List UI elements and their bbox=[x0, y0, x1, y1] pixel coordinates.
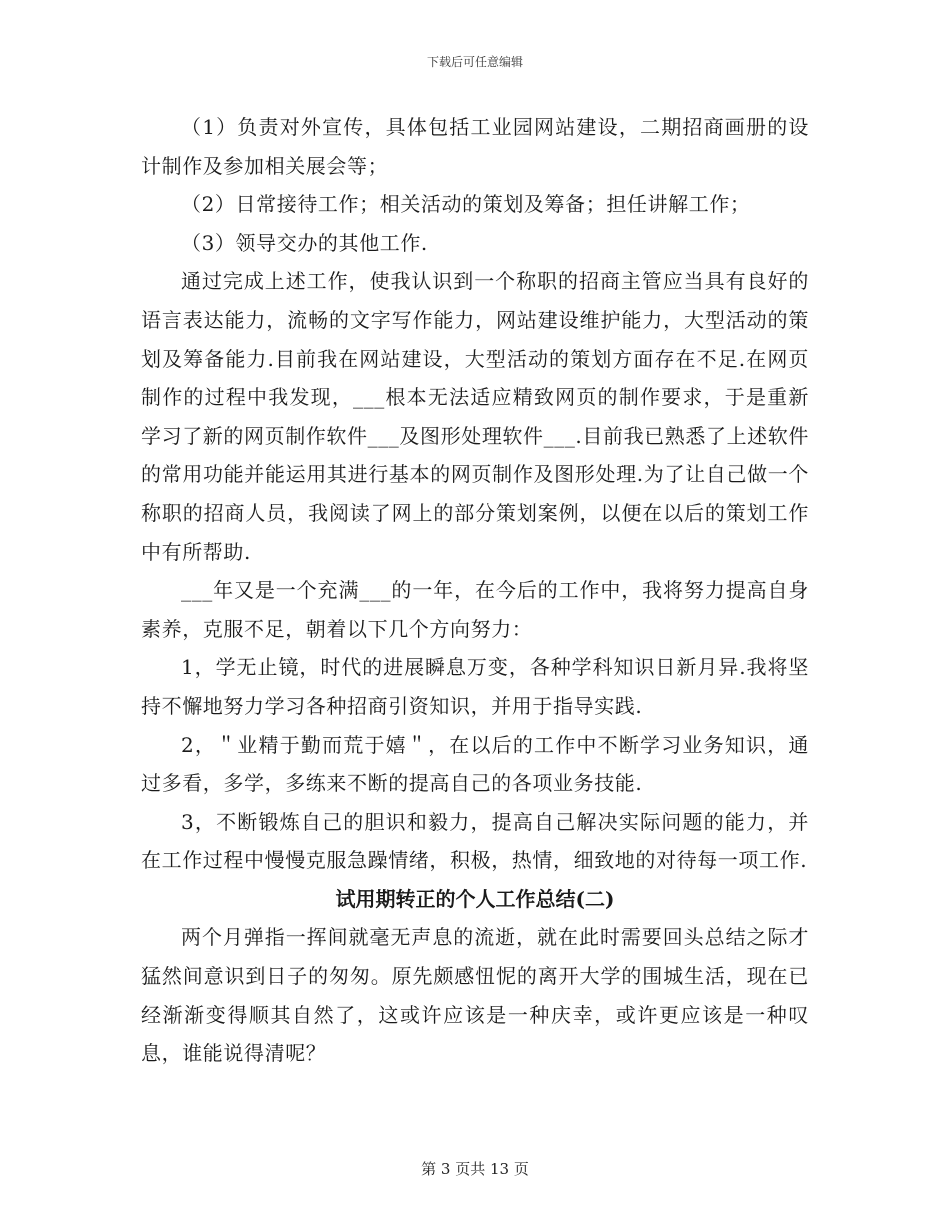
paragraph-duty-2: （2）日常接待工作；相关活动的策划及筹备；担任讲解工作； bbox=[181, 192, 751, 217]
page-header: 下载后可任意编辑 bbox=[426, 55, 523, 69]
paragraph-goal-2: 2，＂业精于勤而荒于嬉＂，在以后的工作中不断学习业务知识，通过多看，多学，多练来不断的提高自己的各项业务技能. bbox=[141, 732, 809, 796]
paragraph-duty-3: （3）领导交办的其他工作. bbox=[181, 230, 428, 255]
paragraph-outlook: ___年又是一个充满___的一年，在今后的工作中，我将努力提高自身素养，克服不足，朝着以下几个方向努力： bbox=[141, 578, 809, 641]
paragraph-reflection: 通过完成上述工作，使我认识到一个称职的招商主管应当具有良好的语言表达能力，流畅的文字写作能力，网站建设维护能力，大型活动的策划及筹备能力.目前我在网站建设，大型活动的策划方面存在不足.在网页制作的过程中我发现，___根本无法适应精致网页的制作要求，于是重新学习了新的网页制作软件___及图形处理软件___.目前我已熟悉了上述软件的常用功能并能运用其进行基本的网页制作及图形处理.为了让自己做一个称职的招商人员，我阅读了网上的部分策划案例，以便在以后的策划工作中有所帮助. bbox=[141, 269, 809, 564]
document-body bbox=[141, 108, 809, 1073]
section-heading: 试用期转正的个人工作总结(二) bbox=[335, 886, 615, 911]
paragraph-summary-intro: 两个月弹指一挥间就毫无声息的流逝，就在此时需要回头总结之际才猛然间意识到日子的匆匆。原先颇感忸怩的离开大学的围城生活，现在已经渐渐变得顺其自然了，这或许应该是一种庆幸，或许更应该是一种叹息，谁能说得清呢？ bbox=[141, 925, 809, 1066]
paragraph-goal-1: 1，学无止镜，时代的进展瞬息万变，各种学科知识日新月异.我将坚持不懈地努力学习各种招商引资知识，并用于指导实践. bbox=[141, 655, 809, 718]
paragraph-goal-3: 3，不断锻炼自己的胆识和毅力，提高自己解决实际问题的能力，并在工作过程中慢慢克服急躁情绪，积极，热情，细致地的对待每一项工作. bbox=[141, 809, 809, 873]
page-footer: 第 3 页共 13 页 bbox=[421, 1160, 529, 1178]
paragraph-duty-1: （1）负责对外宣传，具体包括工业园网站建设，二期招商画册的设计制作及参加相关展会等； bbox=[141, 115, 809, 178]
